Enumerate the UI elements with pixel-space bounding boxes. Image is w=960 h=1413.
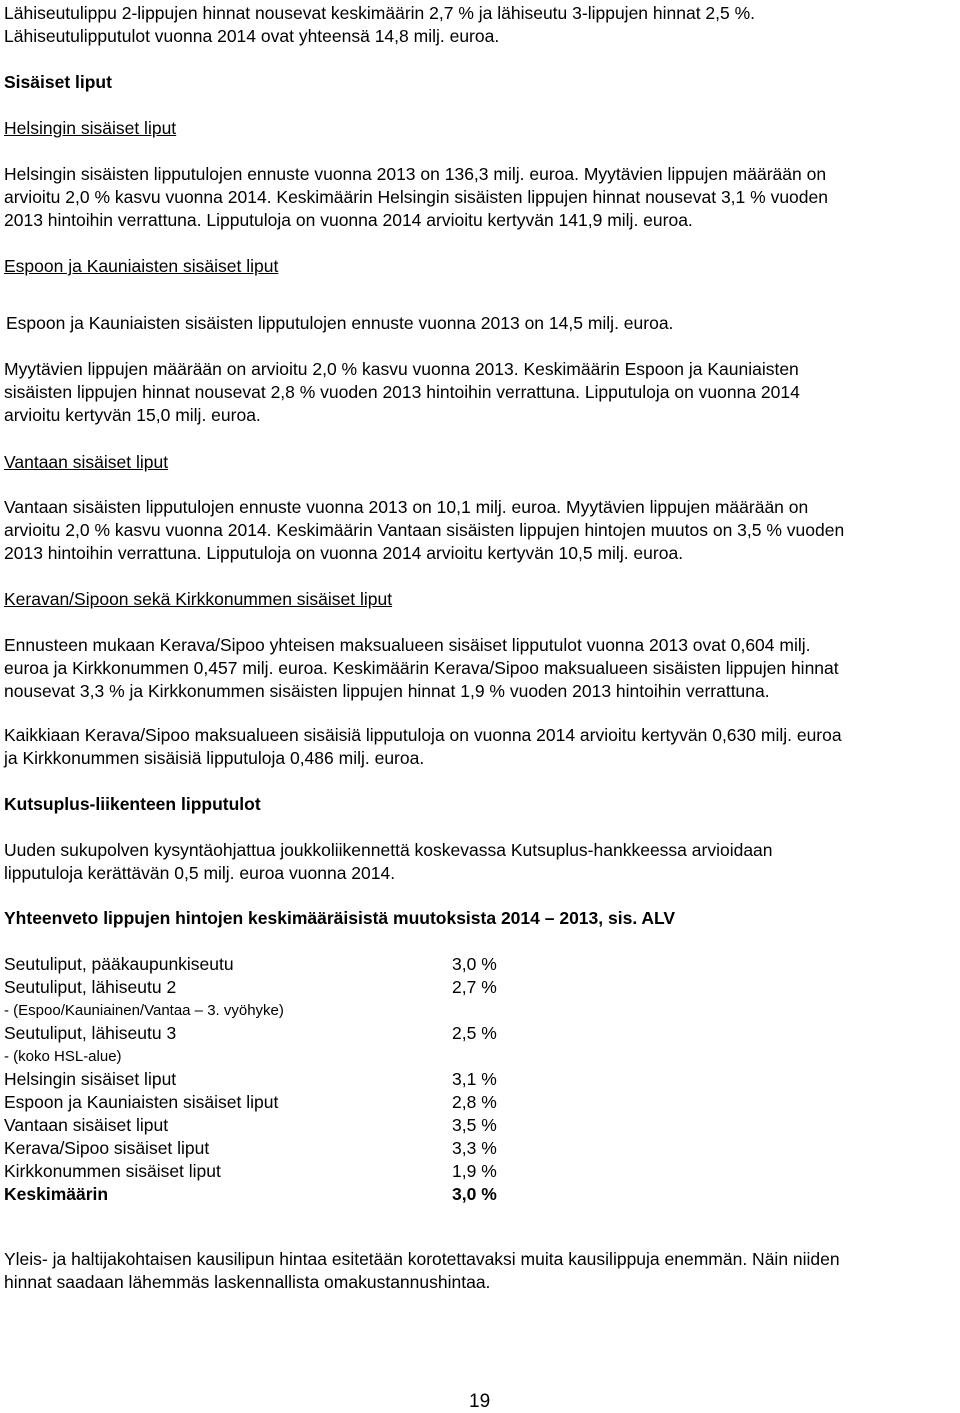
text-line: Vantaan sisäisten lipputulojen ennuste vuonna 2013 on 10,1 milj. euroa. Myytävien lippujen määrään on bbox=[4, 497, 809, 517]
table-row-note bbox=[4, 1045, 512, 1068]
table-row bbox=[4, 1091, 512, 1114]
text-line: 2013 hintoihin verrattuna. Lipputuloja on vuonna 2014 arvioitu kertyvän 10,5 milj. euroa. bbox=[4, 543, 684, 563]
row-label: Vantaan sisäiset liput bbox=[4, 1115, 169, 1135]
table-row-total bbox=[4, 1183, 512, 1206]
table-row bbox=[4, 1137, 512, 1160]
text-line: Lähiseutulipputulot vuonna 2014 ovat yhteensä 14,8 milj. euroa. bbox=[4, 26, 500, 46]
subheading-vantaa: Vantaan sisäiset liput bbox=[4, 452, 169, 472]
text-line: Lähiseutulippu 2-lippujen hinnat nousevat keskimäärin 2,7 % ja lähiseutu 3-lippujen hinnat 2,5 %. bbox=[4, 3, 756, 23]
row-label: Seutuliput, lähiseutu 2 bbox=[4, 977, 177, 997]
table-row bbox=[4, 1068, 512, 1091]
table-row bbox=[4, 1114, 512, 1137]
row-note: - (Espoo/Kauniainen/Vantaa – 3. vyöhyke) bbox=[4, 1002, 284, 1019]
text-line: Helsingin sisäisten lipputulojen ennuste vuonna 2013 on 136,3 milj. euroa. Myytävien lippujen määrään on bbox=[4, 164, 827, 184]
kutsuplus-paragraph bbox=[4, 839, 956, 885]
section-heading-kutsuplus: Kutsuplus-liikenteen lipputulot bbox=[4, 794, 261, 814]
row-value: 2,7 % bbox=[452, 977, 497, 997]
text-line: Myytävien lippujen määrään on arvioitu 2,0 % kasvu vuonna 2013. Keskimäärin Espoon ja Kauniaisten bbox=[4, 359, 799, 379]
row-label: Keskimäärin bbox=[4, 1184, 109, 1204]
row-value: 3,5 % bbox=[452, 1115, 497, 1135]
row-value: 2,5 % bbox=[452, 1023, 497, 1043]
row-value: 3,3 % bbox=[452, 1138, 497, 1158]
text-line: ja Kirkkonummen sisäisiä lipputuloja 0,486 milj. euroa. bbox=[4, 748, 425, 768]
row-label: Espoon ja Kauniaisten sisäiset liput bbox=[4, 1092, 279, 1112]
text-line: sisäisten lippujen hinnat nousevat 2,8 % vuoden 2013 hintoihin verrattuna. Lipputuloja on vuonna 2014 bbox=[4, 382, 800, 402]
text-line: Uuden sukupolven kysyntäohjattua joukkoliikennettä koskevassa Kutsuplus-hankkeessa arvioidaan bbox=[4, 840, 773, 860]
table-row bbox=[4, 976, 512, 999]
text-line: 2013 hintoihin verrattuna. Lipputuloja on vuonna 2014 arvioitu kertyvän 141,9 milj. euroa. bbox=[4, 210, 693, 230]
text-line: arvioitu 2,0 % kasvu vuonna 2014. Keskimäärin Vantaan sisäisten lippujen hintojen muutos on 3,5 % vuoden bbox=[4, 520, 845, 540]
text-line: lipputuloja kerättävän 0,5 milj. euroa vuonna 2014. bbox=[4, 863, 396, 883]
text-line: hinnat saadaan lähemmäs laskennallista omakustannushintaa. bbox=[4, 1272, 491, 1292]
row-label: Kerava/Sipoo sisäiset liput bbox=[4, 1138, 210, 1158]
table-row bbox=[4, 1160, 512, 1183]
row-label: Helsingin sisäiset liput bbox=[4, 1069, 177, 1089]
page-number: 19 bbox=[469, 1391, 491, 1412]
row-note: - (koko HSL-alue) bbox=[4, 1048, 122, 1065]
helsinki-paragraph bbox=[4, 163, 956, 232]
table-row bbox=[4, 953, 512, 976]
table-row bbox=[4, 1022, 512, 1045]
section-heading-internal: Sisäiset liput bbox=[4, 72, 112, 92]
row-value: 3,1 % bbox=[452, 1069, 497, 1089]
text-line: nousevat 3,3 % ja Kirkkonummen sisäisten lippujen hinnat 1,9 % vuoden 2013 hintoihin verrattuna. bbox=[4, 681, 770, 701]
text-line: arvioitu 2,0 % kasvu vuonna 2014. Keskimäärin Helsingin sisäisten lippujen hinnat nousevat 3,1 % vuoden bbox=[4, 187, 828, 207]
espoo-paragraph-1 bbox=[6, 312, 958, 335]
text-line: Espoon ja Kauniaisten sisäisten lipputulojen ennuste vuonna 2013 on 14,5 milj. euroa. bbox=[6, 313, 674, 333]
row-value: 3,0 % bbox=[452, 1184, 497, 1204]
row-value: 1,9 % bbox=[452, 1161, 497, 1181]
intro-paragraph bbox=[4, 2, 956, 48]
row-label: Kirkkonummen sisäiset liput bbox=[4, 1161, 221, 1181]
text-line: arvioitu kertyvän 15,0 milj. euroa. bbox=[4, 405, 261, 425]
text-line: Kaikkiaan Kerava/Sipoo maksualueen sisäisiä lipputuloja on vuonna 2014 arvioitu kertyvän 0,630 milj. euroa bbox=[4, 725, 842, 745]
section-heading-summary: Yhteenveto lippujen hintojen keskimääräisistä muutoksista 2014 – 2013, sis. ALV bbox=[4, 908, 676, 928]
text-line: euroa ja Kirkkonummen 0,457 milj. euroa. Keskimäärin Kerava/Sipoo maksualueen sisäisten lippujen hinnat bbox=[4, 658, 839, 678]
espoo-paragraph-2 bbox=[4, 358, 956, 427]
row-value: 2,8 % bbox=[452, 1092, 497, 1112]
subheading-kerava: Keravan/Sipoon sekä Kirkkonummen sisäiset liput bbox=[4, 589, 393, 609]
text-line: Ennusteen mukaan Kerava/Sipoo yhteisen maksualueen sisäiset lipputulot vuonna 2013 ovat 0,604 milj. bbox=[4, 635, 811, 655]
text-line: Yleis- ja haltijakohtaisen kausilipun hintaa esitetään korotettavaksi muita kausilippuja enemmän. Näin niiden bbox=[4, 1249, 840, 1269]
closing-paragraph bbox=[4, 1248, 956, 1294]
summary-table bbox=[4, 953, 512, 1206]
kerava-paragraph-1 bbox=[4, 634, 956, 703]
kerava-paragraph-2 bbox=[4, 724, 956, 770]
subheading-espoo: Espoon ja Kauniaisten sisäiset liput bbox=[4, 256, 279, 276]
table-row-note bbox=[4, 999, 512, 1022]
row-label: Seutuliput, pääkaupunkiseutu bbox=[4, 954, 234, 974]
row-label: Seutuliput, lähiseutu 3 bbox=[4, 1023, 177, 1043]
subheading-helsinki: Helsingin sisäiset liput bbox=[4, 118, 177, 138]
vantaa-paragraph bbox=[4, 496, 956, 565]
row-value: 3,0 % bbox=[452, 954, 497, 974]
